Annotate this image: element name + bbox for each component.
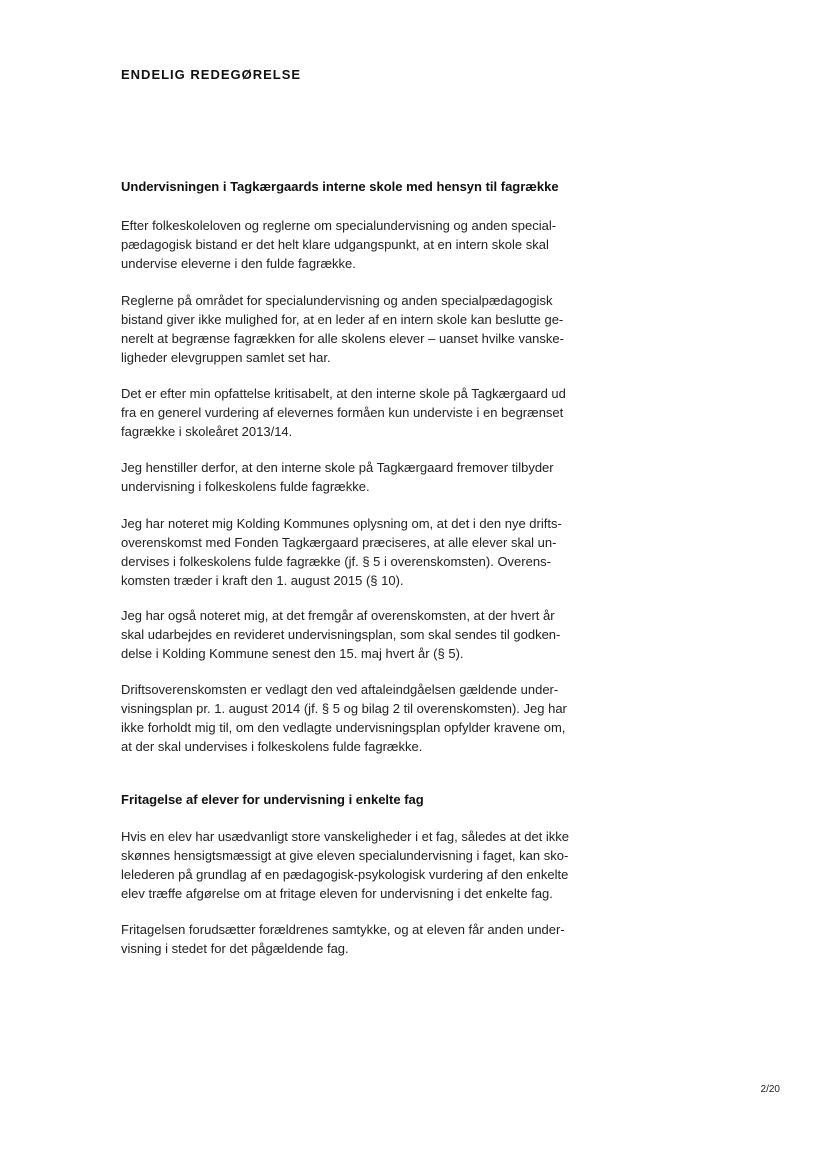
- text-line: visningsplan pr. 1. august 2014 (jf. § 5 og bilag 2 til overenskomsten). Jeg har: [121, 701, 567, 716]
- text-line: Driftsoverenskomsten er vedlagt den ved aftaleindgåelsen gældende under-: [121, 682, 559, 697]
- paragraph: [121, 827, 591, 903]
- text-line: at der skal undervises i folkeskolens fulde fagrække.: [121, 739, 423, 754]
- section-title-fagraekke: Undervisningen i Tagkærgaards interne skole med hensyn til fagrække: [121, 179, 559, 194]
- paragraph: [121, 920, 591, 958]
- text-line: fra en generel vurdering af elevernes formåen kun underviste i en begrænset: [121, 405, 564, 420]
- text-line: undervisning i folkeskolens fulde fagrække.: [121, 479, 370, 494]
- paragraph: [121, 458, 591, 496]
- document-header: ENDELIG REDEGØRELSE: [121, 67, 302, 82]
- text-line: pædagogisk bistand er det helt klare udgangspunkt, at en intern skole skal: [121, 237, 549, 252]
- text-line: fagrække i skoleåret 2013/14.: [121, 424, 293, 439]
- text-line: lelederen på grundlag af en pædagogisk-psykologisk vurdering af den enkelte: [121, 867, 569, 882]
- text-line: Efter folkeskoleloven og reglerne om specialundervisning og anden special-: [121, 218, 557, 233]
- text-line: Jeg har noteret mig Kolding Kommunes oplysning om, at det i den nye drifts-: [121, 516, 562, 531]
- text-line: dervises i folkeskolens fulde fagrække (jf. § 5 i overenskomsten). Overens-: [121, 554, 551, 569]
- text-line: visning i stedet for det pågældende fag.: [121, 941, 349, 956]
- text-line: bistand giver ikke mulighed for, at en leder af en intern skole kan beslutte ge-: [121, 312, 564, 327]
- text-line: Det er efter min opfattelse kritisabelt, at den interne skole på Tagkærgaard ud: [121, 386, 566, 401]
- text-line: komsten træder i kraft den 1. august 2015 (§ 10).: [121, 573, 404, 588]
- text-line: Reglerne på området for specialundervisning og anden specialpædagogisk: [121, 293, 553, 308]
- text-line: nerelt at begrænse fagrækken for alle skolens elever – uanset hvilke vanske-: [121, 331, 564, 346]
- text-line: skal udarbejdes en revideret undervisningsplan, som skal sendes til godken-: [121, 627, 561, 642]
- text-line: ikke forholdt mig til, om den vedlagte undervisningsplan opfylder kravene om,: [121, 720, 566, 735]
- paragraph: [121, 216, 591, 273]
- text-line: elev træffe afgørelse om at fritage eleven for undervisning i det enkelte fag.: [121, 886, 553, 901]
- text-line: ligheder elevgruppen samlet set har.: [121, 350, 331, 365]
- text-line: skønnes hensigtsmæssigt at give eleven specialundervisning i faget, kan sko-: [121, 848, 569, 863]
- text-line: undervise eleverne i den fulde fagrække.: [121, 256, 356, 271]
- text-line: Jeg henstiller derfor, at den interne skole på Tagkærgaard fremover tilbyder: [121, 460, 554, 475]
- paragraph: [121, 291, 591, 367]
- paragraph: [121, 514, 591, 590]
- text-line: Jeg har også noteret mig, at det fremgår af overenskomsten, at der hvert år: [121, 608, 555, 623]
- text-line: Hvis en elev har usædvanligt store vanskeligheder i et fag, således at det ikke: [121, 829, 570, 844]
- text-line: overenskomst med Fonden Tagkærgaard præciseres, at alle elever skal un-: [121, 535, 557, 550]
- paragraph: [121, 384, 591, 441]
- paragraph: [121, 606, 591, 663]
- text-line: Fritagelsen forudsætter forældrenes samtykke, og at eleven får anden under-: [121, 922, 565, 937]
- paragraph: [121, 680, 591, 756]
- text-line: delse i Kolding Kommune senest den 15. maj hvert år (§ 5).: [121, 646, 464, 661]
- page-number: 2/20: [760, 1084, 780, 1095]
- section-title-fritagelse: Fritagelse af elever for undervisning i enkelte fag: [121, 792, 424, 807]
